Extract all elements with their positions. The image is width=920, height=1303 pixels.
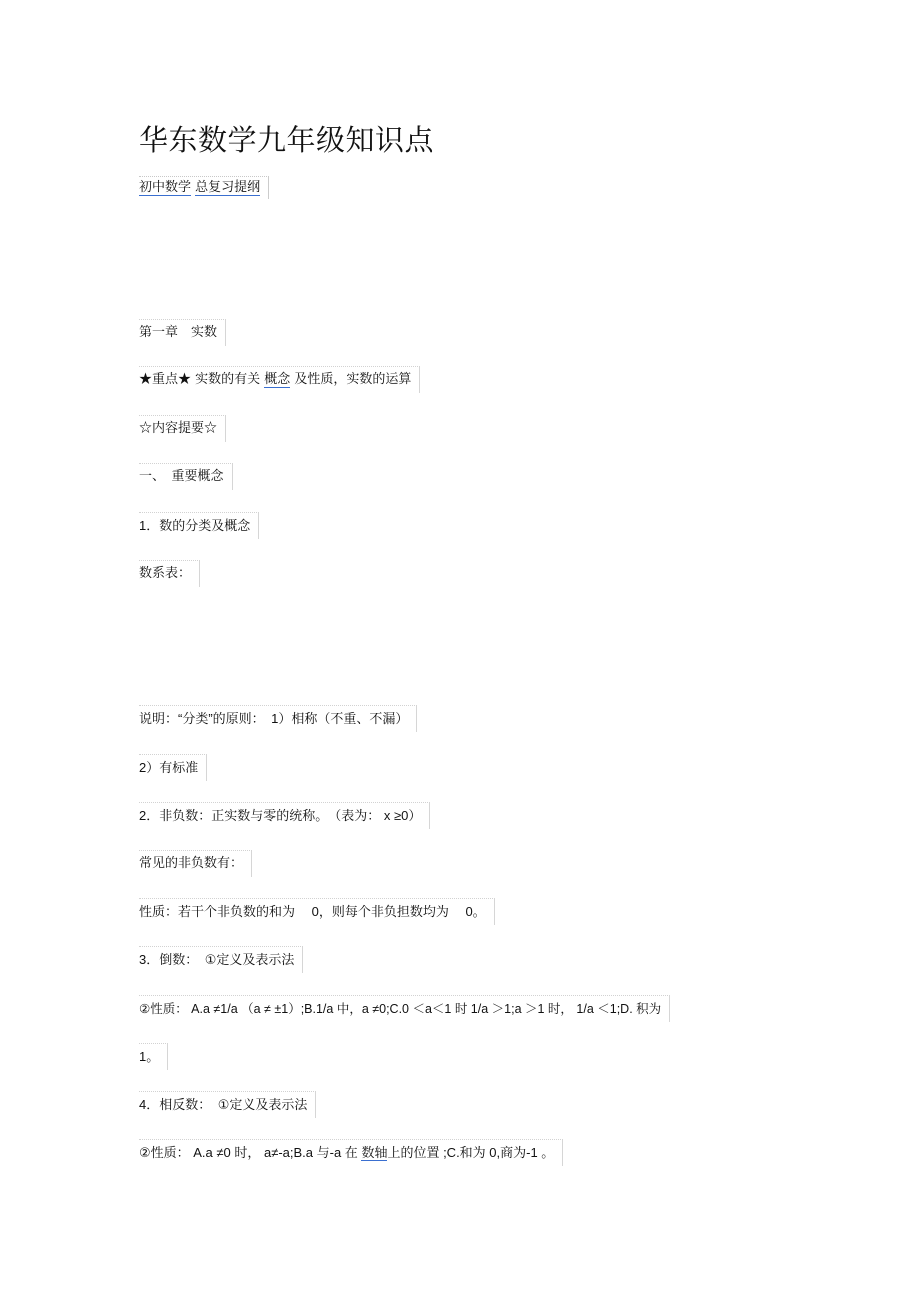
opposite-text-pre: ②性质： A.a ≠0 时， a≠-a;B.a 与-a 在 (139, 1145, 362, 1160)
link-review-outline[interactable]: 总复习提纲 (195, 180, 261, 195)
opposite-property (139, 1139, 563, 1166)
summary-heading: ☆内容提要☆ (139, 415, 226, 442)
link-number-line[interactable]: 数轴 (361, 1145, 388, 1160)
page-title: 华东数学九年级知识点 (139, 123, 435, 157)
item-4: 4．相反数： ①定义及表示法 (139, 1091, 316, 1118)
reciprocal-property-cont: 1。 (139, 1043, 168, 1070)
item-3: 3．倒数： ①定义及表示法 (139, 946, 303, 973)
common-nonnegative: 常见的非负数有： (139, 850, 252, 877)
opposite-text-post: 上的位置 ;C.和为 0,商为-1 。 (387, 1145, 555, 1160)
keypoint-line (139, 366, 420, 393)
item-1: 1．数的分类及概念 (139, 512, 259, 539)
keypoint-text-pre: ★重点★ 实数的有关 (139, 372, 265, 387)
number-table-label: 数系表： (139, 560, 200, 587)
classification-note: 说明：“分类”的原则： 1）相称（不重、不漏） (139, 705, 417, 732)
nonnegative-property: 性质：若干个非负数的和为 0，则每个非负担数均为 0。 (139, 898, 495, 925)
subtitle-links (139, 176, 269, 199)
keypoint-text-post: 及性质，实数的运算 (290, 372, 412, 387)
chapter-heading: 第一章 实数 (139, 319, 226, 346)
item-2: 2．非负数：正实数与零的统称。 （表为： x ≥0） (139, 802, 430, 829)
reciprocal-property: ②性质： A.a ≠1/a （a ≠ ±1）;B.1/a 中，a ≠0;C.0 ＜a＜1 时 1/a ＞1;a ＞1 时， 1/a ＜1;D. 积为 (139, 995, 670, 1022)
classification-note-2: 2）有标准 (139, 754, 207, 781)
section-heading: 一、 重要概念 (139, 463, 233, 490)
link-concept[interactable]: 概念 (264, 372, 291, 387)
link-junior-math[interactable]: 初中数学 (139, 180, 192, 195)
